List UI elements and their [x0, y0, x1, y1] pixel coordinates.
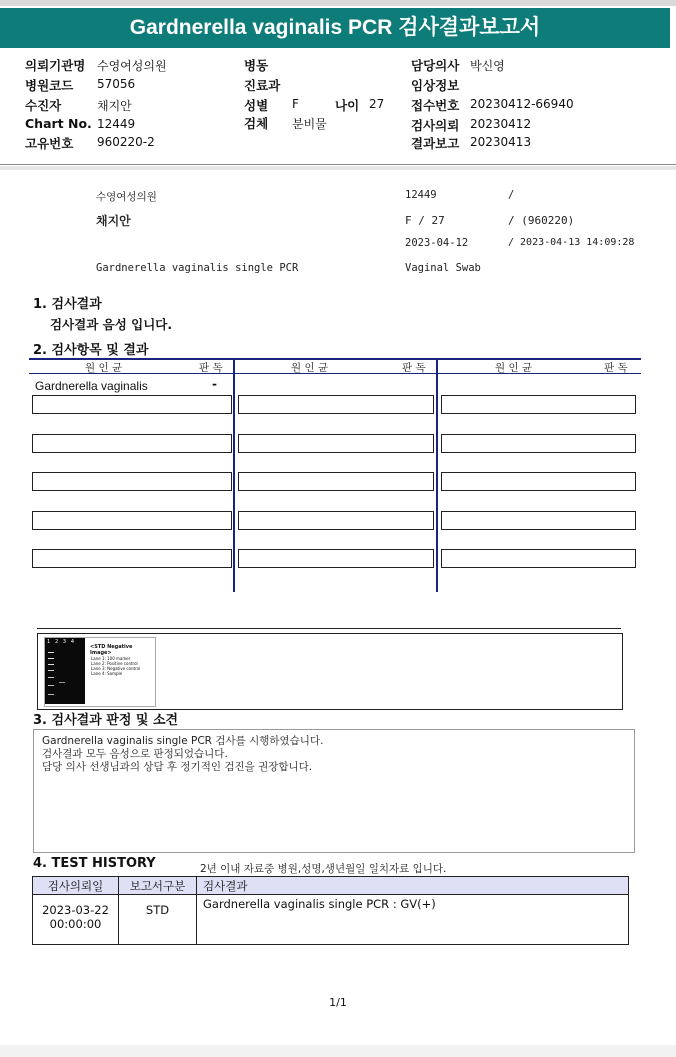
gel-band [48, 677, 54, 678]
col2-pathogen-header: 원 인 균 [291, 362, 329, 374]
history-date: 2023-03-22 [42, 903, 109, 917]
result-box [32, 549, 232, 568]
result-box [238, 549, 434, 568]
info-report-datetime: / 2023-04-13 14:09:28 [508, 237, 635, 248]
value-sex: F [292, 97, 299, 111]
gel-legend-item: Lane 3: Negative control [91, 666, 141, 671]
gel-title: <STD Negative Image> [90, 644, 133, 656]
section1-title: 1. 검사결과 [33, 297, 102, 312]
value-specimen: 분비물 [292, 117, 327, 131]
info-test-name: Gardnerella vaginalis single PCR [96, 262, 299, 274]
label-chart-no: Chart No. [25, 116, 92, 131]
history-table [32, 876, 629, 945]
result-box [441, 395, 636, 414]
opinion-box [33, 729, 635, 853]
label-report-date: 결과보고 [411, 136, 460, 151]
history-result: Gardnerella vaginalis single PCR : GV(+) [197, 895, 629, 945]
header-divider-shadow [0, 166, 676, 170]
label-specimen: 검체 [244, 116, 269, 131]
section2-title: 2. 검사항목 및 결과 [33, 343, 149, 358]
report-title: Gardnerella vaginalis PCR 검사결과보고서 [0, 8, 670, 48]
result-item-value: - [212, 377, 217, 391]
table-row [33, 895, 629, 945]
value-unique-no: 960220-2 [97, 135, 155, 149]
page-number: 1/1 [329, 996, 347, 1009]
gel-band [48, 685, 54, 686]
history-time: 00:00:00 [49, 917, 102, 931]
opinion-line: Gardnerella vaginalis single PCR 검사를 시행하였습니다. [42, 735, 324, 747]
label-sex: 성별 [244, 98, 269, 113]
info-birth: / (960220) [508, 214, 575, 227]
label-hospital-code: 병원코드 [25, 78, 74, 93]
col1-pathogen-header: 원 인 균 [85, 362, 123, 374]
col3-pathogen-header: 원 인 균 [495, 362, 533, 374]
result-box [441, 434, 636, 453]
result-box [441, 511, 636, 530]
info-receipt-date: 2023-04-12 [405, 237, 469, 249]
value-clinic: 수영여성의원 [97, 59, 167, 73]
result-box [32, 395, 232, 414]
gel-band [48, 652, 54, 653]
label-patient: 수진자 [25, 98, 62, 113]
value-doctor: 박신영 [470, 59, 505, 73]
label-receipt-no: 접수번호 [411, 98, 460, 113]
gel-band [48, 658, 54, 659]
value-chart-no: 12449 [97, 117, 136, 131]
grid-divider-1 [233, 360, 235, 592]
label-doctor: 담당의사 [411, 58, 460, 73]
history-header-type: 보고서구분 [119, 877, 197, 895]
gel-legend-item: Lane 2: Positive control [91, 661, 138, 666]
label-clinical-info: 임상정보 [411, 78, 460, 93]
result-box [441, 549, 636, 568]
section4-title: 4. TEST HISTORY [33, 856, 156, 871]
label-clinic: 의뢰기관명 [25, 58, 86, 73]
gel-legend [91, 656, 140, 676]
header-divider [0, 164, 676, 165]
history-note: 2년 이내 자료중 병원,성명,생년월일 일치자료 입니다. [200, 863, 447, 875]
opinion-line: 담당 의사 선생님과의 상담 후 정기적인 검진을 권장합니다. [42, 761, 313, 773]
value-age: 27 [369, 97, 385, 111]
result-box [441, 472, 636, 491]
col2-judge-header: 판 독 [402, 362, 426, 374]
value-receipt-no: 20230412-66940 [470, 97, 574, 111]
result-box [238, 434, 434, 453]
history-header-date: 검사의뢰일 [33, 877, 119, 895]
value-hospital-code: 57056 [97, 77, 136, 91]
result-box [238, 511, 434, 530]
gel-legend-item: Lane 4: Sample [91, 671, 123, 676]
opinion-line: 검사결과 모두 음성으로 판정되었습니다. [42, 748, 228, 760]
col1-judge-header: 판 독 [199, 362, 223, 374]
gel-lane-numbers: 1 2 3 4 [47, 639, 75, 645]
result-box [32, 511, 232, 530]
gel-top-rule [37, 628, 621, 629]
label-ward: 병동 [244, 58, 269, 73]
history-date-cell [33, 895, 119, 945]
info-specimen: Vaginal Swab [405, 262, 481, 274]
grid-divider-2 [436, 360, 438, 592]
label-unique-no: 고유번호 [25, 136, 74, 151]
gel-band [48, 670, 54, 671]
info-chart: 12449 [405, 189, 437, 201]
col3-judge-header: 판 독 [604, 362, 628, 374]
top-strip [0, 0, 676, 6]
gel-photo [45, 638, 85, 704]
result-box [238, 395, 434, 414]
section1-result-text: 검사결과 음성 입니다. [50, 317, 173, 332]
label-department: 진료과 [244, 78, 281, 93]
info-slash: / [508, 189, 515, 201]
gel-image [44, 637, 156, 707]
history-type: STD [119, 895, 197, 945]
info-sex-age: F / 27 [405, 214, 445, 227]
info-name: 채지안 [96, 214, 131, 228]
section3-title: 3. 검사결과 판정 및 소견 [33, 713, 179, 728]
result-box [238, 472, 434, 491]
result-box [32, 472, 232, 491]
label-request-date: 검사의뢰 [411, 118, 460, 133]
result-item-name: Gardnerella vaginalis [35, 379, 148, 393]
gel-band [59, 682, 65, 683]
info-clinic: 수영여성의원 [96, 191, 157, 203]
gel-band [48, 664, 54, 665]
result-box [32, 434, 232, 453]
gel-band [48, 694, 54, 695]
value-patient: 채지안 [97, 99, 132, 113]
gel-legend-item: Lane 1: 100 marker [91, 656, 131, 661]
value-report-date: 20230413 [470, 135, 532, 149]
history-header-result: 검사결과 [197, 877, 629, 895]
label-age: 나이 [335, 98, 360, 113]
value-request-date: 20230412 [470, 117, 532, 131]
